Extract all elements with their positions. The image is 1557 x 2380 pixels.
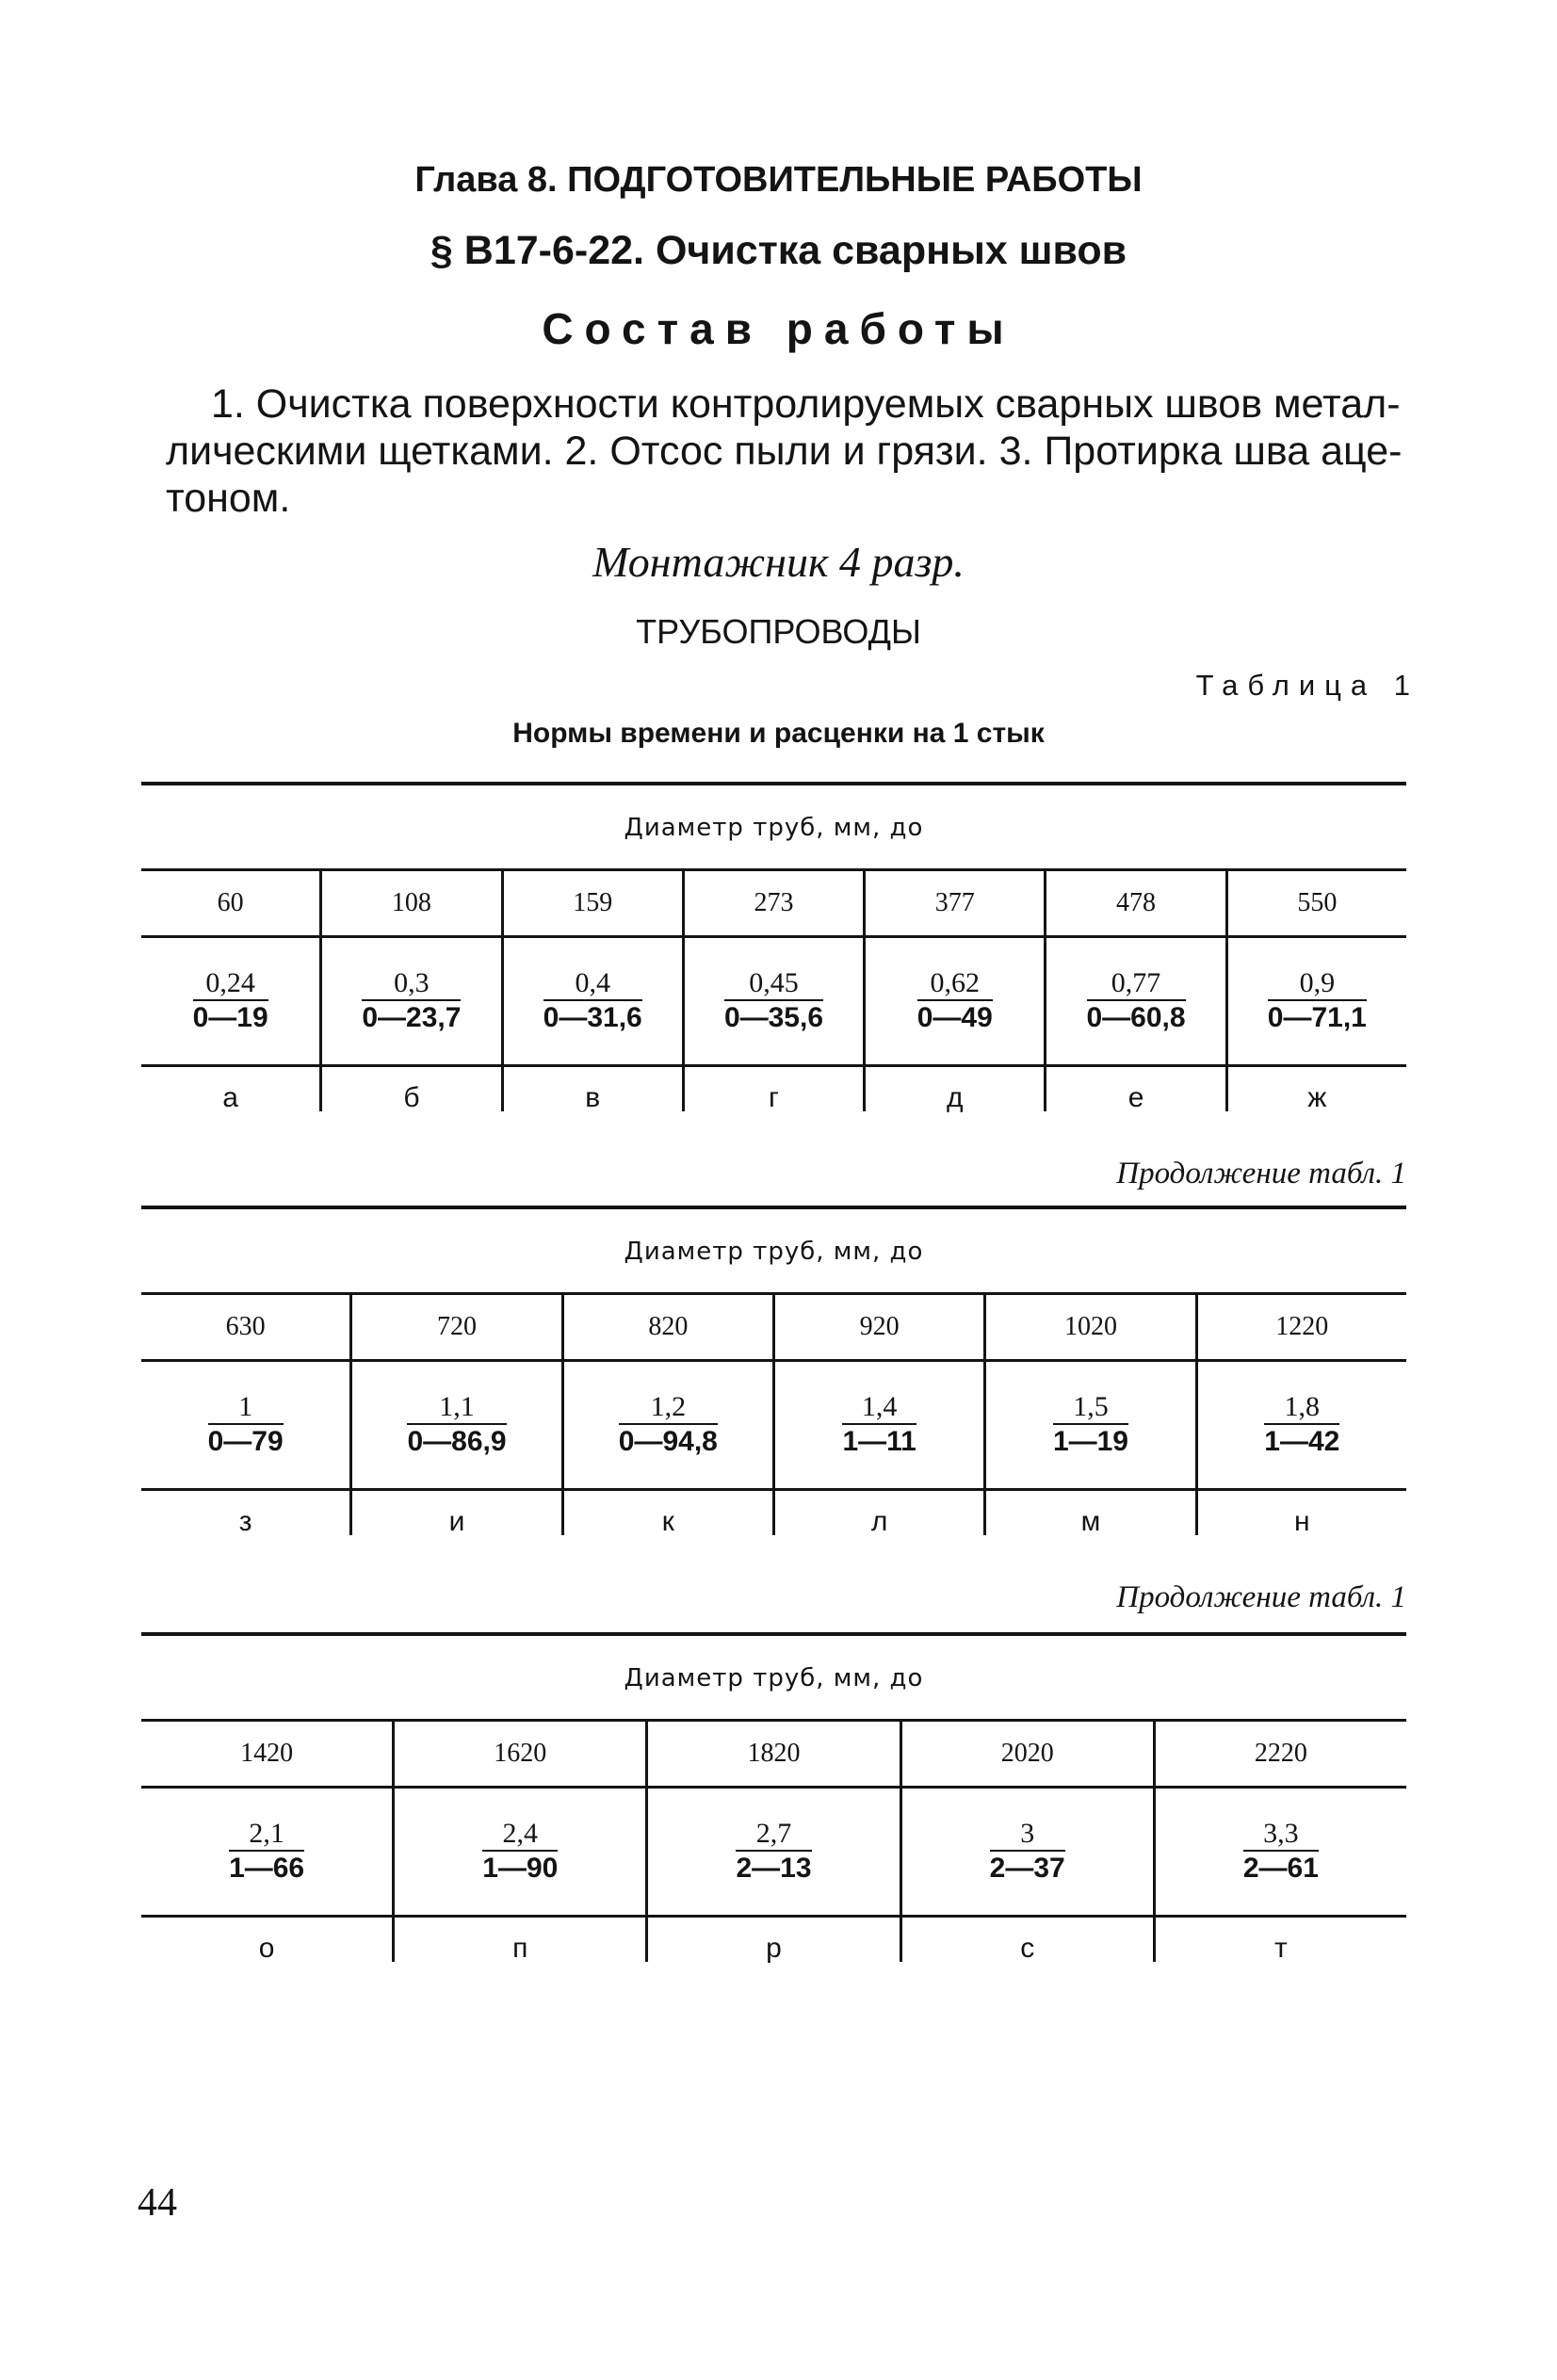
rate-value: 1—19 (1052, 1426, 1128, 1457)
norm-rate-cell (1228, 935, 1406, 1067)
norm-rate-fraction (724, 967, 823, 1035)
column-letter: р (766, 1933, 782, 1964)
diameter-cell: 108 (391, 888, 431, 917)
norm-rate-fraction (990, 1818, 1065, 1886)
category-title: ТРУБОПРОВОДЫ (636, 612, 921, 651)
table-column (645, 1722, 899, 1962)
norm-rate-cell (141, 1786, 392, 1918)
column-letter: л (870, 1506, 888, 1537)
norm-rate-fraction (1268, 967, 1367, 1035)
column-letter: к (661, 1506, 674, 1537)
diameter-cell: 1220 (1275, 1312, 1329, 1341)
time-norm: 0,77 (1087, 967, 1186, 1001)
table-column (141, 1295, 349, 1535)
worker-grade: Монтажник 4 разр. (592, 538, 965, 586)
diameter-cell: 2220 (1254, 1739, 1307, 1768)
table-header: Диаметр труб, мм, до (624, 1664, 924, 1692)
norm-rate-cell (504, 935, 682, 1067)
page-number: 44 (138, 2181, 177, 2225)
rate-value: 2—13 (736, 1853, 812, 1884)
rate-value: 1—90 (482, 1853, 559, 1884)
table-column (900, 1722, 1153, 1962)
norm-rate-cell (902, 1786, 1153, 1918)
rate-value: 1—66 (229, 1853, 305, 1884)
time-norm: 0,24 (193, 967, 268, 1001)
norm-rate-fraction (917, 967, 993, 1035)
norm-rate-cell (141, 935, 319, 1067)
column-letter: п (512, 1933, 528, 1964)
section-heading: § В17-6-22. Очистка сварных швов (430, 228, 1127, 273)
norm-rate-fraction (842, 1391, 916, 1459)
norm-rate-cell (986, 1359, 1194, 1491)
rate-value: 2—61 (1242, 1853, 1319, 1884)
time-norm: 0,45 (724, 967, 823, 1001)
table-body (141, 871, 1406, 1111)
table-column (141, 1722, 392, 1962)
table-column (141, 871, 319, 1111)
norm-rate-fraction (208, 1391, 284, 1459)
rate-value: 0—86,9 (407, 1426, 507, 1457)
continuation-label: Продолжение табл. 1 (1116, 1580, 1406, 1614)
diameter-cell: 720 (436, 1312, 477, 1341)
norms-table-2 (141, 1206, 1406, 1535)
composition-line: лическими щетками. 2. Отсос пыли и грязи. 3. Протирка шва аце- (166, 429, 1403, 474)
norm-rate-cell (1046, 935, 1225, 1067)
diameter-cell: 1420 (240, 1739, 294, 1768)
table-column (1225, 871, 1406, 1111)
norm-rate-fraction (619, 1391, 718, 1459)
diameter-cell: 1620 (494, 1739, 547, 1768)
time-norm: 0,9 (1268, 967, 1367, 1001)
norm-rate-fraction (1053, 1391, 1128, 1459)
rate-value: 0—31,6 (543, 1002, 642, 1033)
norm-rate-fraction (1264, 1391, 1339, 1459)
norm-rate-fraction (1087, 967, 1186, 1035)
column-letter: в (585, 1082, 601, 1113)
diameter-cell: 1820 (747, 1739, 801, 1768)
table-column (772, 1295, 983, 1535)
time-norm: 1,4 (842, 1391, 916, 1425)
norm-rate-fraction (1243, 1818, 1319, 1886)
table-column (1044, 871, 1225, 1111)
column-letter: м (1080, 1506, 1101, 1537)
column-letter: с (1020, 1933, 1035, 1964)
norm-rate-cell (775, 1359, 983, 1491)
table-body (141, 1295, 1406, 1535)
column-letter: г (769, 1082, 779, 1113)
diameter-cell: 2020 (1000, 1739, 1054, 1768)
diameter-cell: 920 (859, 1312, 900, 1341)
norm-rate-cell (685, 935, 863, 1067)
column-letter: и (448, 1506, 465, 1537)
table-column (561, 1295, 772, 1535)
norm-rate-cell (1156, 1786, 1406, 1918)
time-norm: 1,2 (619, 1391, 718, 1425)
table-label: Таблица 1 (1195, 669, 1419, 702)
rate-value: 0—79 (207, 1426, 284, 1457)
composition-line: 1. Очистка поверхности контролируемых сварных швов метал- (211, 381, 1401, 427)
norm-rate-fraction (229, 1818, 304, 1886)
norm-rate-cell (322, 935, 500, 1067)
column-letter: а (222, 1082, 238, 1113)
time-norm: 2,1 (229, 1818, 304, 1852)
norm-rate-cell (866, 935, 1044, 1067)
norm-rate-fraction (543, 967, 642, 1035)
rate-value: 0—60,8 (1086, 1002, 1186, 1033)
time-norm: 0,3 (362, 967, 461, 1001)
table-caption: Нормы времени и расценки на 1 стык (512, 718, 1045, 749)
time-norm: 0,62 (917, 967, 993, 1001)
table-column (1153, 1722, 1406, 1962)
time-norm: 2,7 (736, 1818, 811, 1852)
column-letter: б (403, 1082, 420, 1113)
diameter-cell: 550 (1297, 888, 1338, 917)
time-norm: 1 (208, 1391, 284, 1425)
table-header: Диаметр труб, мм, до (624, 814, 924, 842)
time-norm: 3 (990, 1818, 1065, 1852)
diameter-cell: 478 (1116, 888, 1157, 917)
composition-line: тоном. (166, 476, 291, 521)
norm-rate-cell (141, 1359, 349, 1491)
continuation-label: Продолжение табл. 1 (1116, 1157, 1406, 1190)
column-letter: о (258, 1933, 275, 1964)
rate-value: 0—94,8 (618, 1426, 718, 1457)
norms-table-1 (141, 782, 1406, 1111)
table-top-rule (141, 1632, 1406, 1636)
table-top-rule (141, 1206, 1406, 1209)
rate-value: 2—37 (989, 1853, 1065, 1884)
table-column (501, 871, 682, 1111)
chapter-heading: Глава 8. ПОДГОТОВИТЕЛЬНЫЕ РАБОТЫ (414, 160, 1143, 200)
time-norm: 1,8 (1264, 1391, 1339, 1425)
time-norm: 1,5 (1053, 1391, 1128, 1425)
time-norm: 3,3 (1243, 1818, 1319, 1852)
diameter-cell: 820 (648, 1312, 689, 1341)
rate-value: 0—23,7 (362, 1002, 462, 1033)
norm-rate-fraction (193, 967, 268, 1035)
table-column (682, 871, 863, 1111)
composition-heading: Состав работы (542, 304, 1015, 353)
time-norm: 1,1 (407, 1391, 506, 1425)
table-column (863, 871, 1044, 1111)
column-letter: ж (1307, 1082, 1327, 1113)
table-column (349, 1295, 560, 1535)
diameter-cell: 273 (754, 888, 794, 917)
table-column (983, 1295, 1194, 1535)
norm-rate-fraction (362, 967, 461, 1035)
composition-paragraph (166, 380, 1419, 522)
table-top-rule (141, 782, 1406, 785)
column-letter: з (238, 1506, 252, 1537)
rate-value: 1—11 (842, 1426, 916, 1457)
column-letter: е (1127, 1082, 1144, 1113)
norm-rate-fraction (736, 1818, 811, 1886)
time-norm: 2,4 (482, 1818, 558, 1852)
norms-table-3 (141, 1632, 1406, 1962)
rate-value: 0—35,6 (723, 1002, 824, 1033)
column-letter: т (1274, 1933, 1288, 1964)
rate-value: 1—42 (1264, 1426, 1340, 1457)
norm-rate-cell (648, 1786, 899, 1918)
norm-rate-fraction (482, 1818, 558, 1886)
table-column (319, 871, 500, 1111)
rate-value: 0—71,1 (1267, 1002, 1367, 1033)
norm-rate-cell (352, 1359, 560, 1491)
table-column (392, 1722, 645, 1962)
rate-value: 0—19 (192, 1002, 268, 1033)
column-letter: н (1294, 1506, 1310, 1537)
table-header: Диаметр труб, мм, до (624, 1238, 924, 1266)
time-norm: 0,4 (543, 967, 642, 1001)
norm-rate-fraction (407, 1391, 506, 1459)
table-column (1195, 1295, 1406, 1535)
norm-rate-cell (564, 1359, 772, 1491)
rate-value: 0—49 (916, 1002, 993, 1033)
diameter-cell: 159 (573, 888, 613, 917)
column-letter: д (947, 1082, 964, 1113)
diameter-cell: 1020 (1063, 1312, 1117, 1341)
diameter-cell: 60 (217, 888, 244, 917)
norm-rate-cell (395, 1786, 645, 1918)
norm-rate-cell (1198, 1359, 1406, 1491)
diameter-cell: 630 (225, 1312, 266, 1341)
table-body (141, 1722, 1406, 1962)
diameter-cell: 377 (934, 888, 975, 917)
